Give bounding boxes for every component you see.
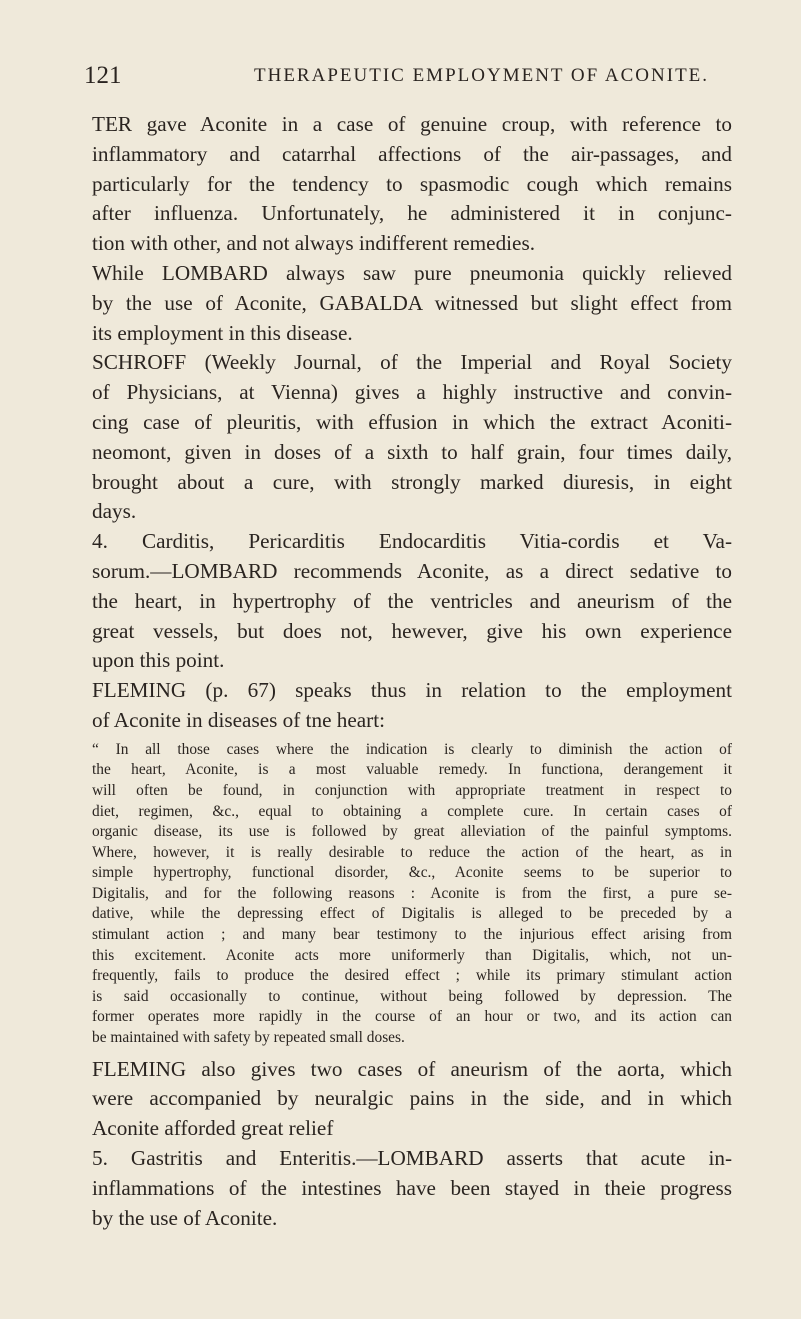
- text-line: Aconite afforded great relief: [92, 1116, 334, 1141]
- paragraph-carditis: [92, 527, 732, 676]
- text-line: by the use of Aconite.: [92, 1205, 278, 1230]
- text-line: of Physicians, at Vienna) gives a highly instructive and convin-: [92, 380, 732, 405]
- quote-line: the heart, Aconite, is a most valuable remedy. In functiona, derangement it: [92, 761, 732, 779]
- quote-line: former operates more rapidly in the course of an hour or two, and its action can: [92, 1008, 732, 1026]
- text-line: particularly for the tendency to spasmodic cough which remains: [92, 171, 732, 196]
- text-line: FLEMING (p. 67) speaks thus in relation to the employment: [92, 678, 732, 703]
- paragraph-croup: [92, 110, 732, 259]
- quote-line: diet, regimen, &c., equal to obtaining a complete cure. In certain cases of: [92, 802, 732, 820]
- page-body: [92, 110, 732, 1233]
- text-line: by the use of Aconite, GABALDA witnessed but slight effect from: [92, 290, 732, 315]
- text-line: of Aconite in diseases of tne heart:: [92, 707, 386, 732]
- text-line: sorum.—LOMBARD recommends Aconite, as a direct sedative to: [92, 558, 732, 583]
- quote-line: stimulant action ; and many bear testimony to the injurious effect arising from: [92, 926, 732, 944]
- block-quote: [92, 740, 732, 1049]
- text-line: great vessels, but does not, hewever, give his own experience: [92, 618, 732, 643]
- quote-line: will often be found, in conjunction with appropriate treatment in respect to: [92, 781, 732, 799]
- quote-line: Digitalis, and for the following reasons : Aconite is from the first, a pure se-: [92, 884, 732, 902]
- paragraph-fleming-intro: [92, 676, 732, 736]
- text-line: neomont, given in doses of a sixth to half grain, four times daily,: [92, 439, 732, 464]
- paragraph-pleuritis: [92, 348, 732, 527]
- text-line: tion with other, and not always indifferent remedies.: [92, 231, 535, 256]
- text-line: inflammations of the intestines have been stayed in theie progress: [92, 1175, 732, 1200]
- text-line: brought about a cure, with strongly marked diuresis, in eight: [92, 469, 732, 494]
- quote-line: organic disease, its use is followed by great alleviation of the painful symptoms.: [92, 823, 732, 841]
- page-number: 121: [84, 62, 122, 89]
- quote-line: is said occasionally to continue, without being followed by depression. The: [92, 987, 732, 1005]
- quote-line: Where, however, it is really desirable to reduce the action of the heart, as in: [92, 843, 732, 861]
- text-line: TER gave Aconite in a case of genuine croup, with reference to: [92, 112, 732, 136]
- quote-line: this excitement. Aconite acts more uniformerly than Digitalis, which, not un-: [92, 946, 732, 964]
- running-title: THERAPEUTIC EMPLOYMENT OF ACONITE.: [254, 65, 710, 86]
- text-line: inflammatory and catarrhal affections of the air-passages, and: [92, 141, 732, 166]
- section-heading-line: 4. Carditis, Pericarditis Endocarditis Vitia-cordis et Va-: [92, 529, 732, 554]
- text-line: SCHROFF (Weekly Journal, of the Imperial and Royal Society: [92, 350, 732, 375]
- quote-line: simple hypertrophy, functional disorder, &c., Aconite seems to be superior to: [92, 864, 732, 882]
- quote-line: frequently, fails to produce the desired effect ; while its primary stimulant action: [92, 967, 732, 985]
- paragraph-gastritis: [92, 1144, 732, 1233]
- text-line: after influenza. Unfortunately, he administered it in conjunc-: [92, 201, 732, 226]
- text-line: FLEMING also gives two cases of aneurism of the aorta, which: [92, 1056, 732, 1081]
- page-header: [84, 62, 724, 92]
- text-line: were accompanied by neuralgic pains in the side, and in which: [92, 1086, 732, 1111]
- quote-line: “ In all those cases where the indication is clearly to diminish the action of: [92, 740, 732, 758]
- text-line: upon this point.: [92, 648, 225, 673]
- text-line: cing case of pleuritis, with effusion in which the extract Aconiti-: [92, 409, 732, 434]
- quote-line: be maintained with safety by repeated small doses.: [92, 1029, 405, 1047]
- text-line: the heart, in hypertrophy of the ventricles and aneurism of the: [92, 588, 732, 613]
- quote-line: dative, while the depressing effect of Digitalis is alleged to be preceded by a: [92, 905, 732, 923]
- text-line: days.: [92, 499, 137, 524]
- paragraph-aneurism: [92, 1055, 732, 1144]
- text-line: While LOMBARD always saw pure pneumonia quickly relieved: [92, 260, 732, 285]
- paragraph-pneumonia: [92, 259, 732, 348]
- section-heading-line: 5. Gastritis and Enteritis.—LOMBARD asserts that acute in-: [92, 1146, 732, 1171]
- text-line: its employment in this disease.: [92, 320, 353, 345]
